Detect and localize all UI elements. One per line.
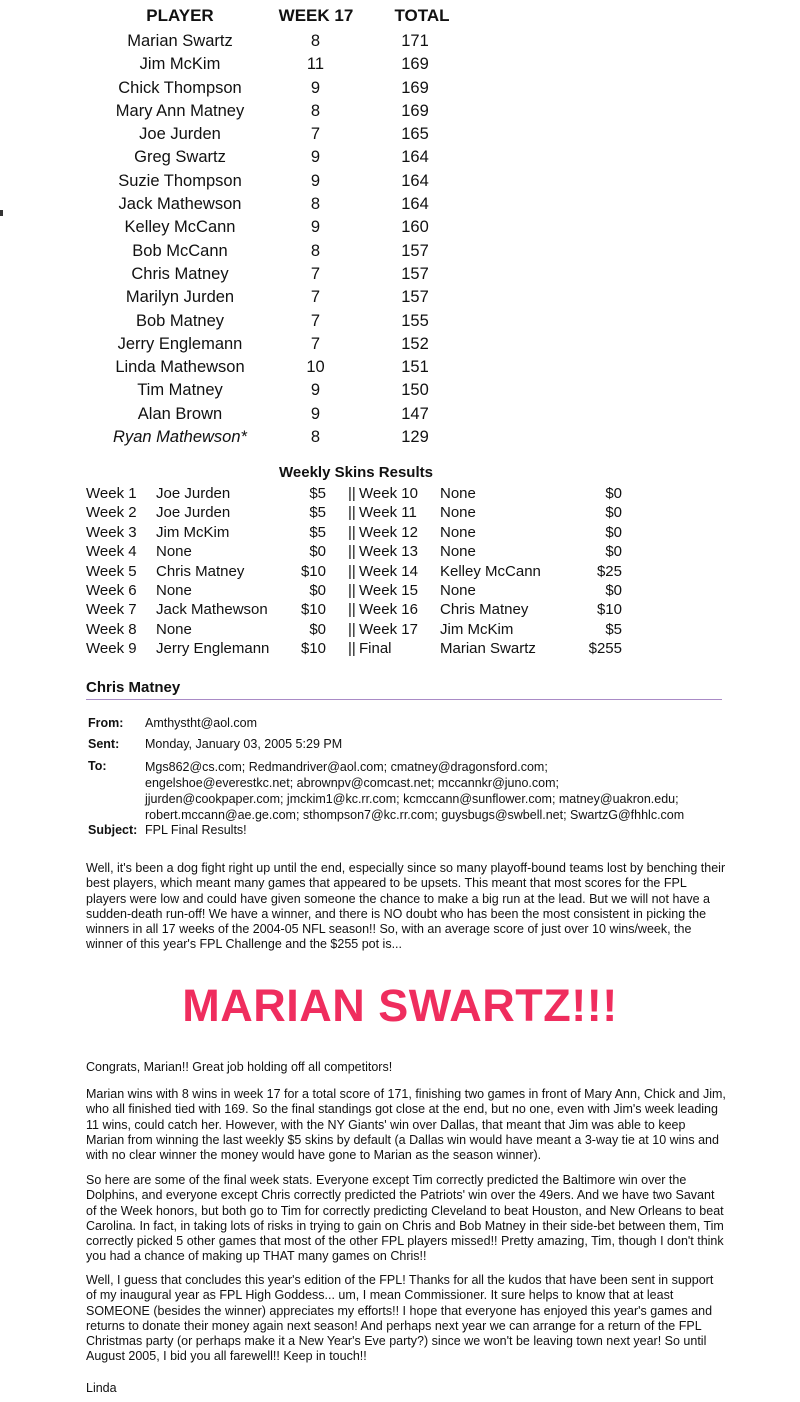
total-score: 165 xyxy=(401,125,429,144)
skins-week: Week 7 xyxy=(86,601,137,619)
skins-separator: || xyxy=(348,581,356,599)
skins-separator: || xyxy=(348,601,356,619)
skins-week: Week 10 xyxy=(359,485,418,502)
signature: Linda xyxy=(86,1381,117,1395)
skins-winner: None xyxy=(440,581,476,599)
standings-row xyxy=(80,193,500,216)
closing-paragraph: Well, I guess that concludes this year's edition of the FPL! Thanks for all the kudos that have been sent in support of my inaugural year as FPL High Goddess... um, I mean Commissioner. It sure helps to know that at least SOMEONE (besides the winner) appreciates my efforts!! I hope that everyone has enjoyed this year's games and returns to donate their money again next season! And perhaps next year we can arrange for a return of the FPL Christmas party (or perhaps make it a New Year's Eve party?) since we won't be leaving town next year! So until August 2005, I bid you all farewell!! Keep in touch!! xyxy=(86,1273,714,1364)
player-name: Greg Swartz xyxy=(134,148,226,167)
skins-week: Week 2 xyxy=(86,504,137,522)
skins-row xyxy=(86,581,646,600)
skins-amount: $0 xyxy=(605,523,622,541)
stats-paragraph: So here are some of the final week stats. Everyone except Tim correctly predicted the Baltimore win over the Dolphins, and everyone except Chris correctly predicted the Patriots' win over the 49ers. And we have two Savant of the Week honors, but both go to Tim for correctly predicting Cleveland to beat Houston, and New Orleans to beat Carolina. In fact, in taking lots of risks in trying to gain on Chris and Bob Matney in their side-bet between them, Tim correctly picked 5 other games that most of the other FPL players missed!! Pretty amazing, Tim, though I don't think you had a chance of making up THAT many games on Chris!! xyxy=(86,1173,724,1264)
summary-paragraph: Marian wins with 8 wins in week 17 for a total score of 171, finishing two games in front of Mary Ann, Chick and Jim, who all finished tied with 169. So the final standings got close at the end, but no one, even with Jim's week leading 11 wins, could catch her. However, with the NY Giants' win over Dallas, that meant that Jim was able to keep Marian from winning the last weekly $5 skins by default (a Dallas win would have meant a 3-way tie at 10 wins and with no clear winner the money would have gone to Marian as the season winner). xyxy=(86,1087,726,1163)
from-value: Amthystht@aol.com xyxy=(145,716,258,730)
standings-row xyxy=(80,286,500,309)
total-score: 169 xyxy=(401,55,429,74)
standings-row xyxy=(80,240,500,263)
player-name: Tim Matney xyxy=(137,381,223,400)
standings-row xyxy=(80,356,500,379)
to-line: jjurden@cookpaper.com; jmckim1@kc.rr.com; kcmccann@sunflower.com; matney@uakron.edu; xyxy=(145,792,679,806)
skins-amount: $0 xyxy=(605,504,622,522)
skins-winner: None xyxy=(156,581,192,599)
skins-amount: $5 xyxy=(605,620,622,638)
standings-header xyxy=(80,6,500,30)
player-name: Suzie Thompson xyxy=(118,171,242,190)
skins-amount: $0 xyxy=(605,581,622,599)
skins-amount: $0 xyxy=(605,485,622,502)
skins-winner: Marian Swartz xyxy=(440,640,536,658)
total-score: 152 xyxy=(401,334,429,353)
skins-row xyxy=(86,600,646,619)
skins-week: Week 9 xyxy=(86,640,137,658)
skins-amount: $5 xyxy=(309,523,326,541)
skins-week: Week 4 xyxy=(86,543,137,561)
skins-week: Week 15 xyxy=(359,581,418,599)
total-score: 147 xyxy=(401,404,429,423)
skins-winner: Chris Matney xyxy=(156,562,245,580)
skins-separator: || xyxy=(348,543,356,561)
standings-row xyxy=(80,53,500,76)
skins-row xyxy=(86,484,646,503)
total-score: 157 xyxy=(401,241,429,260)
col-week-header: WEEK 17 xyxy=(278,6,354,25)
player-name: Chris Matney xyxy=(131,264,229,283)
standings-row xyxy=(80,146,500,169)
week-score: 7 xyxy=(310,311,321,330)
skins-week: Week 14 xyxy=(359,562,418,580)
skins-winner: Chris Matney xyxy=(440,601,529,619)
week-score: 8 xyxy=(310,32,321,50)
player-name: Marilyn Jurden xyxy=(125,288,235,307)
skins-week: Week 13 xyxy=(359,543,418,561)
total-score: 169 xyxy=(401,78,429,97)
total-score: 164 xyxy=(401,195,429,214)
total-score: 151 xyxy=(401,358,429,377)
week-score: 9 xyxy=(310,148,321,167)
skins-winner: None xyxy=(440,485,476,502)
player-name: Chick Thompson xyxy=(118,78,242,97)
skins-amount: $0 xyxy=(309,543,326,561)
skins-row xyxy=(86,503,646,522)
standings-row xyxy=(80,426,500,449)
total-score: 169 xyxy=(401,101,429,120)
total-score: 160 xyxy=(401,218,429,237)
skins-amount: $5 xyxy=(309,504,326,522)
skins-amount: $25 xyxy=(596,562,622,580)
skins-row xyxy=(86,620,646,639)
skins-winner: Jim McKim xyxy=(440,620,514,638)
skins-amount: $10 xyxy=(300,601,326,619)
standings-row xyxy=(80,403,500,426)
skins-amount: $10 xyxy=(300,562,326,580)
skins-row xyxy=(86,562,646,581)
skins-week: Week 12 xyxy=(359,523,418,541)
skins-week: Week 16 xyxy=(359,601,418,619)
skins-week: Week 3 xyxy=(86,523,137,541)
player-name: Marian Swartz xyxy=(127,32,233,50)
week-score: 8 xyxy=(310,241,321,260)
standings-row xyxy=(80,379,500,402)
skins-table xyxy=(86,484,646,659)
week-score: 7 xyxy=(310,334,321,353)
skins-row xyxy=(86,542,646,561)
skins-separator: || xyxy=(348,504,356,522)
week-score: 9 xyxy=(310,218,321,237)
week-score: 7 xyxy=(310,125,321,144)
total-score: 129 xyxy=(401,428,429,447)
total-score: 157 xyxy=(401,264,429,283)
player-name: Bob Matney xyxy=(135,311,225,330)
winner-banner: MARIAN SWARTZ!!! xyxy=(182,980,618,1031)
col-player-header: PLAYER xyxy=(146,6,214,25)
week-score: 8 xyxy=(310,195,321,214)
skins-winner: Joe Jurden xyxy=(156,504,231,522)
player-name: Jack Mathewson xyxy=(118,195,242,214)
week-score: 7 xyxy=(310,264,321,283)
skins-winner: Joe Jurden xyxy=(156,485,231,502)
player-name: Linda Mathewson xyxy=(115,358,245,377)
to-recipients xyxy=(145,759,684,823)
week-score: 9 xyxy=(310,381,321,400)
skins-winner: Kelley McCann xyxy=(440,562,541,580)
skins-row xyxy=(86,523,646,542)
sender-name: Chris Matney xyxy=(86,679,181,696)
total-score: 164 xyxy=(401,171,429,190)
skins-winner: None xyxy=(440,523,476,541)
player-name: Joe Jurden xyxy=(139,125,221,144)
skins-title: Weekly Skins Results xyxy=(279,464,433,481)
player-name: Bob McCann xyxy=(132,241,228,260)
total-score: 150 xyxy=(401,381,429,400)
standings-row xyxy=(80,170,500,193)
player-name: Mary Ann Matney xyxy=(115,101,245,120)
week-score: 8 xyxy=(310,101,321,120)
skins-separator: || xyxy=(348,485,356,502)
player-name: Jim McKim xyxy=(139,55,221,74)
skins-amount: $0 xyxy=(309,620,326,638)
skins-amount: $10 xyxy=(300,640,326,658)
intro-paragraph: Well, it's been a dog fight right up until the end, especially since so many playoff-bound teams lost by benching their best players, which meant many games that appeared to be upsets. This meant that most scores for the FPL players were low and could have given someone the chance to make a big run at the lead. But we will not have a sudden-death run-off! We have a winner, and there is NO doubt who has been the most consistent in picking the winners in all 17 weeks of the 2004-05 NFL season!! So, with an average score of just over 10 wins/week, the winner of this year's FPL Challenge and the $255 pot is... xyxy=(86,861,726,952)
total-score: 171 xyxy=(401,32,429,50)
skins-amount: $10 xyxy=(596,601,622,619)
skins-separator: || xyxy=(348,620,356,638)
skins-week: Week 8 xyxy=(86,620,137,638)
subject-label: Subject: xyxy=(88,823,138,837)
sent-value: Monday, January 03, 2005 5:29 PM xyxy=(145,737,343,751)
to-line: engelshoe@everestkc.net; abrownpv@comcast.net; mccannkr@juno.com; xyxy=(145,776,559,790)
from-label: From: xyxy=(88,716,124,730)
player-name: Kelley McCann xyxy=(124,218,236,237)
skins-amount: $0 xyxy=(605,543,622,561)
scan-mark xyxy=(0,210,3,216)
to-label: To: xyxy=(88,759,107,773)
skins-winner: None xyxy=(156,620,192,638)
skins-amount: $0 xyxy=(309,581,326,599)
standings-row xyxy=(80,310,500,333)
player-name: Ryan Mathewson* xyxy=(113,428,247,447)
sent-label: Sent: xyxy=(88,737,120,751)
skins-winner: None xyxy=(156,543,192,561)
subject-value: FPL Final Results! xyxy=(145,823,247,837)
player-name: Jerry Englemann xyxy=(117,334,243,353)
total-score: 164 xyxy=(401,148,429,167)
standings-body xyxy=(80,30,500,449)
skins-winner: None xyxy=(440,543,476,561)
week-score: 9 xyxy=(310,78,321,97)
week-score: 9 xyxy=(310,171,321,190)
total-score: 155 xyxy=(401,311,429,330)
skins-winner: Jack Mathewson xyxy=(156,601,268,619)
skins-week: Final xyxy=(359,640,392,658)
total-score: 157 xyxy=(401,288,429,307)
skins-week: Week 1 xyxy=(86,485,137,502)
standings-row xyxy=(80,30,500,53)
header-divider xyxy=(86,699,722,700)
standings-row xyxy=(80,100,500,123)
skins-row xyxy=(86,639,646,658)
to-line: Mgs862@cs.com; Redmandriver@aol.com; cmatney@dragonsford.com; xyxy=(145,760,548,774)
standings-row xyxy=(80,123,500,146)
week-score: 7 xyxy=(310,288,321,307)
skins-week: Week 6 xyxy=(86,581,137,599)
standings-table xyxy=(80,6,500,449)
player-name: Alan Brown xyxy=(137,404,223,423)
week-score: 8 xyxy=(310,428,321,447)
skins-amount: $5 xyxy=(309,485,326,502)
to-line: robert.mccann@ae.ge.com; sthompson7@kc.rr.com; guysbugs@swbell.net; SwartzG@fhhlc.com xyxy=(145,808,685,822)
skins-week: Week 5 xyxy=(86,562,137,580)
standings-row xyxy=(80,333,500,356)
standings-row xyxy=(80,216,500,239)
skins-winner: Jerry Englemann xyxy=(156,640,270,658)
skins-winner: Jim McKim xyxy=(156,523,230,541)
skins-amount: $255 xyxy=(588,640,622,658)
skins-week: Week 17 xyxy=(359,620,418,638)
week-score: 11 xyxy=(306,55,325,74)
standings-row xyxy=(80,263,500,286)
week-score: 9 xyxy=(310,404,321,423)
week-score: 10 xyxy=(306,358,325,377)
skins-separator: || xyxy=(348,523,356,541)
skins-separator: || xyxy=(348,562,356,580)
skins-week: Week 11 xyxy=(359,504,417,522)
skins-winner: None xyxy=(440,504,476,522)
standings-row xyxy=(80,77,500,100)
skins-separator: || xyxy=(348,640,356,658)
col-total-header: TOTAL xyxy=(394,6,450,25)
congrats-paragraph: Congrats, Marian!! Great job holding off all competitors! xyxy=(86,1060,393,1074)
